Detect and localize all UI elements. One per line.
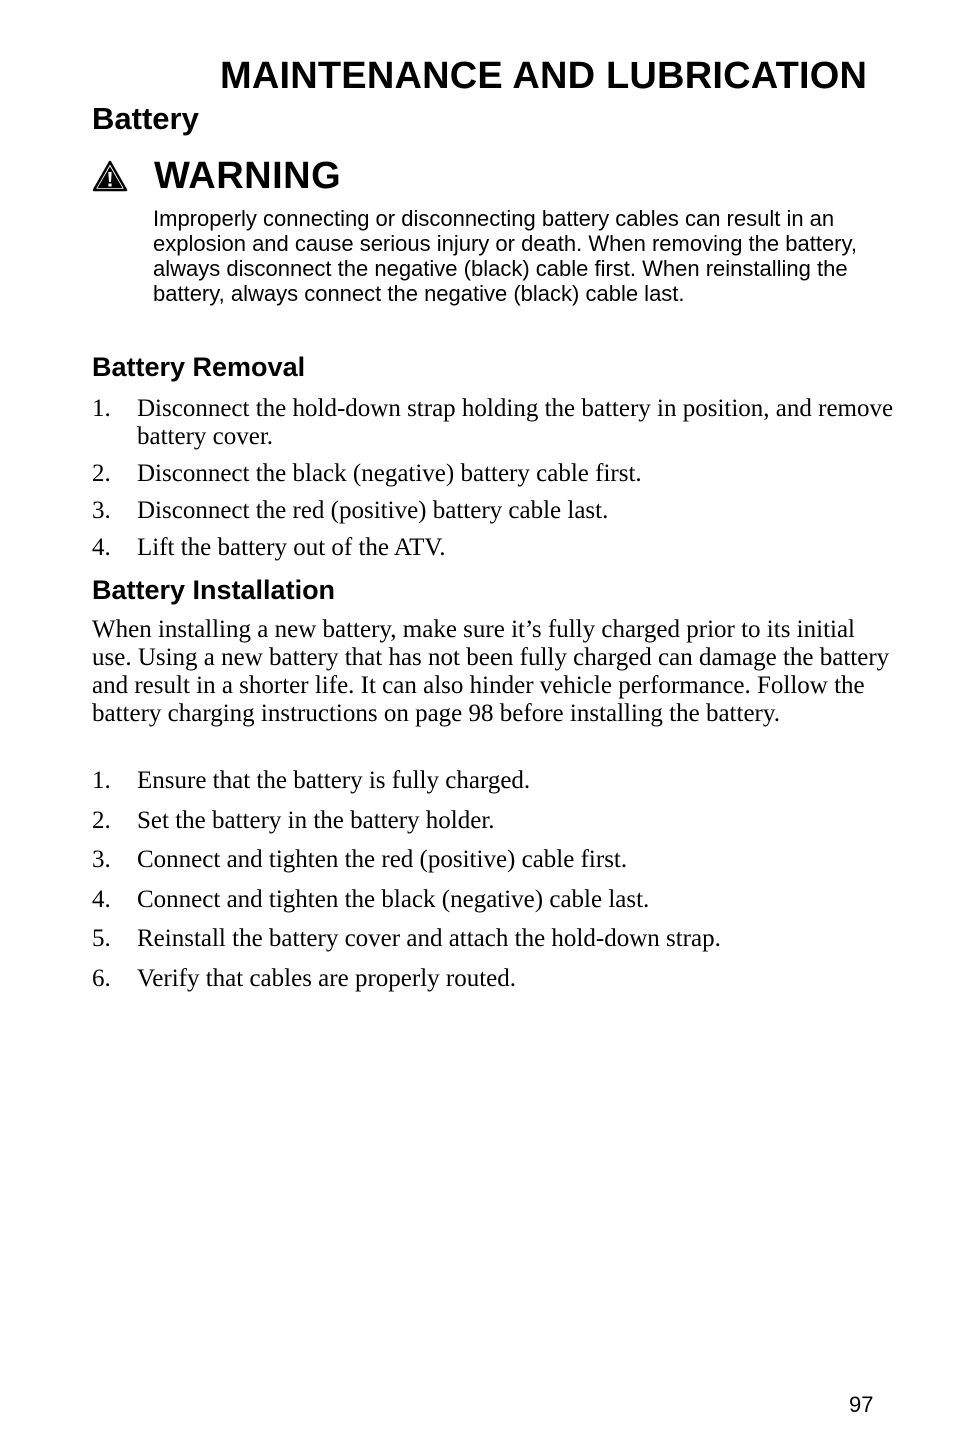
- step-text: Disconnect the red (positive) battery cable last.: [137, 497, 609, 524]
- page-number: 97: [849, 1392, 874, 1417]
- step-text: Verify that cables are properly routed.: [137, 964, 517, 992]
- warning-message-text: Improperly connecting or disconnecting battery cables can result in an explosion and cause serious injury or death. When removing the battery, always disconnect the negative (black) cable first. When reinstalling the battery, always connect the negative (black) cable last.: [153, 206, 857, 306]
- step-text: Disconnect the black (negative) battery cable first.: [137, 460, 642, 487]
- step-number: 3.: [92, 846, 111, 873]
- step-text: Reinstall the battery cover and attach the hold-down strap.: [137, 925, 721, 952]
- list-item: [92, 807, 897, 835]
- step-text: Connect and tighten the black (negative) cable last.: [137, 885, 650, 913]
- chapter-title: MAINTENANCE AND LUBRICATION: [220, 55, 868, 97]
- list-item: [92, 965, 897, 993]
- step-number: 4.: [92, 885, 111, 913]
- list-item: [92, 767, 897, 795]
- warning-triangle-icon: [92, 160, 128, 192]
- step-text: Set the battery in the battery holder.: [137, 806, 495, 834]
- section-title: Battery: [92, 101, 199, 136]
- step-number: 1.: [92, 395, 111, 422]
- step-number: 2.: [92, 806, 111, 834]
- step-text: Disconnect the hold-down strap holding the battery in position, and remove battery cover.: [137, 395, 894, 450]
- warning-heading: [92, 152, 341, 200]
- step-text: Connect and tighten the red (positive) cable first.: [137, 846, 628, 873]
- list-item: [92, 534, 897, 562]
- battery-installation-steps: [92, 767, 897, 1004]
- list-item: [92, 497, 897, 525]
- list-item: [92, 925, 897, 953]
- step-number: 1.: [92, 767, 111, 794]
- installation-paragraph: When installing a new battery, make sure it’s fully charged prior to its initial use. Using a new battery that has not been fully charged can damage the battery and result in a shorter life. It can also hinder vehicle performance. Follow the battery charging instructions on page 98 before installing the battery.: [92, 616, 890, 727]
- step-text: Lift the battery out of the ATV.: [137, 534, 446, 561]
- step-number: 4.: [92, 534, 111, 561]
- step-number: 6.: [92, 964, 111, 992]
- list-item: [92, 395, 897, 451]
- list-item: [92, 846, 897, 874]
- step-number: 3.: [92, 497, 111, 524]
- battery-removal-steps: [92, 395, 897, 571]
- warning-message: [153, 206, 888, 306]
- step-number: 2.: [92, 460, 111, 487]
- battery-installation-title: Battery Installation: [92, 575, 336, 605]
- list-item: [92, 460, 897, 488]
- step-number: 5.: [92, 925, 111, 952]
- warning-label: WARNING: [154, 154, 342, 197]
- list-item: [92, 886, 897, 914]
- battery-removal-title: Battery Removal: [92, 352, 306, 382]
- step-text: Ensure that the battery is fully charged.: [137, 767, 531, 794]
